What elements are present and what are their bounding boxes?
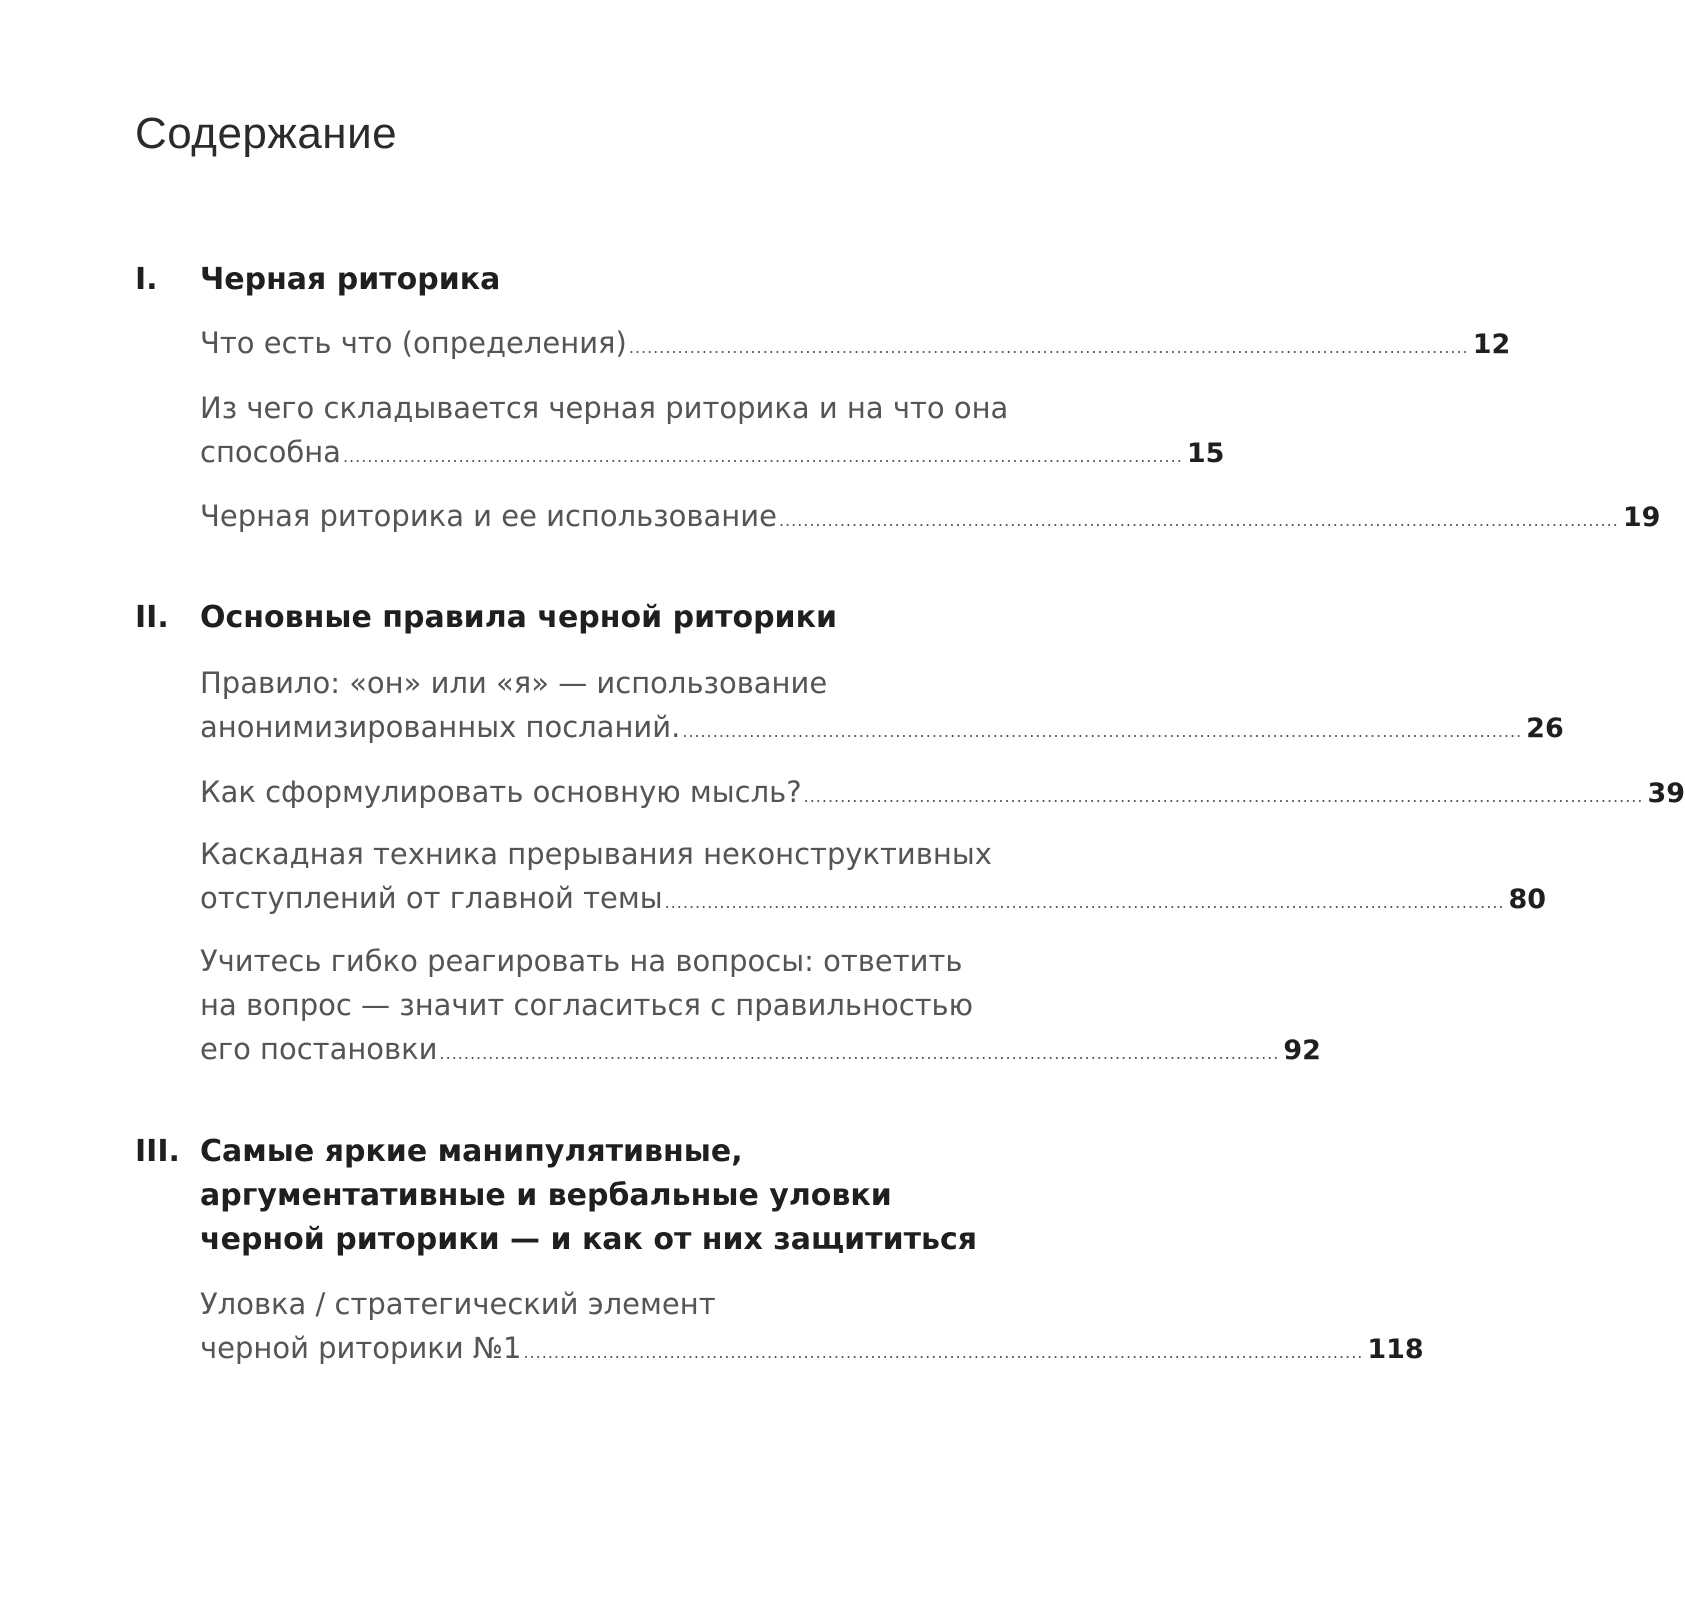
- toc-entry-page: 19: [1622, 502, 1661, 533]
- toc-entry-label: анонимизированных посланий.: [200, 710, 681, 744]
- toc-entry-label: отступлений от главной темы: [200, 881, 663, 915]
- toc-entry[interactable]: [200, 770, 1685, 819]
- section-3: [0, 1130, 1424, 1365]
- dot-leader: ..........................................................................................................................................: [803, 787, 1644, 806]
- dot-leader: ..........................................................................................................................................: [682, 722, 1523, 741]
- toc-entry-page: 26: [1526, 713, 1564, 744]
- dot-leader: ..........................................................................................................................................: [664, 893, 1505, 912]
- dot-leader: ..........................................................................................................................................: [342, 447, 1183, 466]
- toc-entry-page: 92: [1283, 1035, 1321, 1066]
- toc-entry-row: [200, 876, 1547, 925]
- section-title-line: Самые яркие манипулятивные,: [200, 1134, 743, 1169]
- toc-entry-row: [200, 1326, 1424, 1375]
- toc-entry-label-line: Правило: «он» или «я» — использование: [200, 666, 828, 700]
- section-title: [200, 596, 980, 640]
- toc-entry[interactable]: [200, 832, 1547, 925]
- section-numeral: II.: [135, 600, 169, 635]
- dot-leader: ..........................................................................................................................................: [439, 1044, 1280, 1063]
- toc-entry-page: 118: [1367, 1334, 1424, 1365]
- toc-entry-row: [200, 1027, 1321, 1076]
- dot-leader: ..........................................................................................................................................: [523, 1343, 1364, 1362]
- toc-entry-row: [200, 430, 1225, 479]
- toc-entry-label-line: на вопрос — значит согласиться с правильностью: [200, 988, 974, 1022]
- toc-entry-label: Что есть что (определения): [200, 326, 627, 360]
- section-title-line: аргументативные и вербальные уловки: [200, 1178, 892, 1213]
- toc-entry-label: Черная риторика и ее использование: [200, 499, 777, 533]
- section-1: [0, 258, 1661, 533]
- toc-entry[interactable]: [200, 494, 1661, 543]
- section-2: [0, 596, 1685, 1066]
- section-title: [200, 1130, 980, 1262]
- toc-entry-page: 80: [1508, 884, 1547, 915]
- toc-entry-label: способна: [200, 435, 341, 469]
- section-title: [200, 258, 980, 302]
- section-heading: [0, 1130, 1116, 1257]
- toc-entry[interactable]: [200, 1282, 1424, 1375]
- toc-entry-row: [200, 494, 1661, 543]
- toc-entry-label: его постановки: [200, 1032, 438, 1066]
- toc-entry-label-line: Каскадная техника прерывания неконструктивных: [200, 837, 992, 871]
- section-title-line: Черная риторика: [200, 262, 501, 297]
- page-title: Содержание: [135, 109, 398, 158]
- dot-leader: ..........................................................................................................................................: [628, 338, 1469, 357]
- section-title-line: черной риторики — и как от них защититься: [200, 1222, 978, 1257]
- toc-entry[interactable]: [200, 321, 1511, 370]
- toc-entry-label: Как сформулировать основную мысль?: [200, 775, 802, 809]
- section-heading: [0, 258, 1116, 302]
- toc-entry-row: [200, 770, 1685, 819]
- toc-entry[interactable]: [200, 386, 1225, 479]
- toc-entry[interactable]: [200, 939, 1321, 1076]
- section-numeral: III.: [135, 1134, 180, 1169]
- section-heading: [0, 596, 1116, 640]
- dot-leader: ..........................................................................................................................................: [778, 511, 1619, 530]
- toc-entry-label-line: Уловка / стратегический элемент: [200, 1287, 716, 1321]
- toc-entry-page: 12: [1472, 329, 1511, 360]
- toc-entry-label: черной риторики №1: [200, 1331, 522, 1365]
- toc-entry[interactable]: [200, 661, 1564, 754]
- toc-entry-page: 39: [1647, 778, 1685, 809]
- toc-entry-page: 15: [1186, 438, 1225, 469]
- section-numeral: I.: [135, 262, 158, 297]
- toc-entry-label-line: Из чего складывается черная риторика и на что она: [200, 391, 1009, 425]
- toc-entry-row: [200, 321, 1511, 370]
- toc-entry-row: [200, 705, 1564, 754]
- toc-entry-label-line: Учитесь гибко реагировать на вопросы: ответить: [200, 944, 963, 978]
- section-title-line: Основные правила черной риторики: [200, 600, 837, 635]
